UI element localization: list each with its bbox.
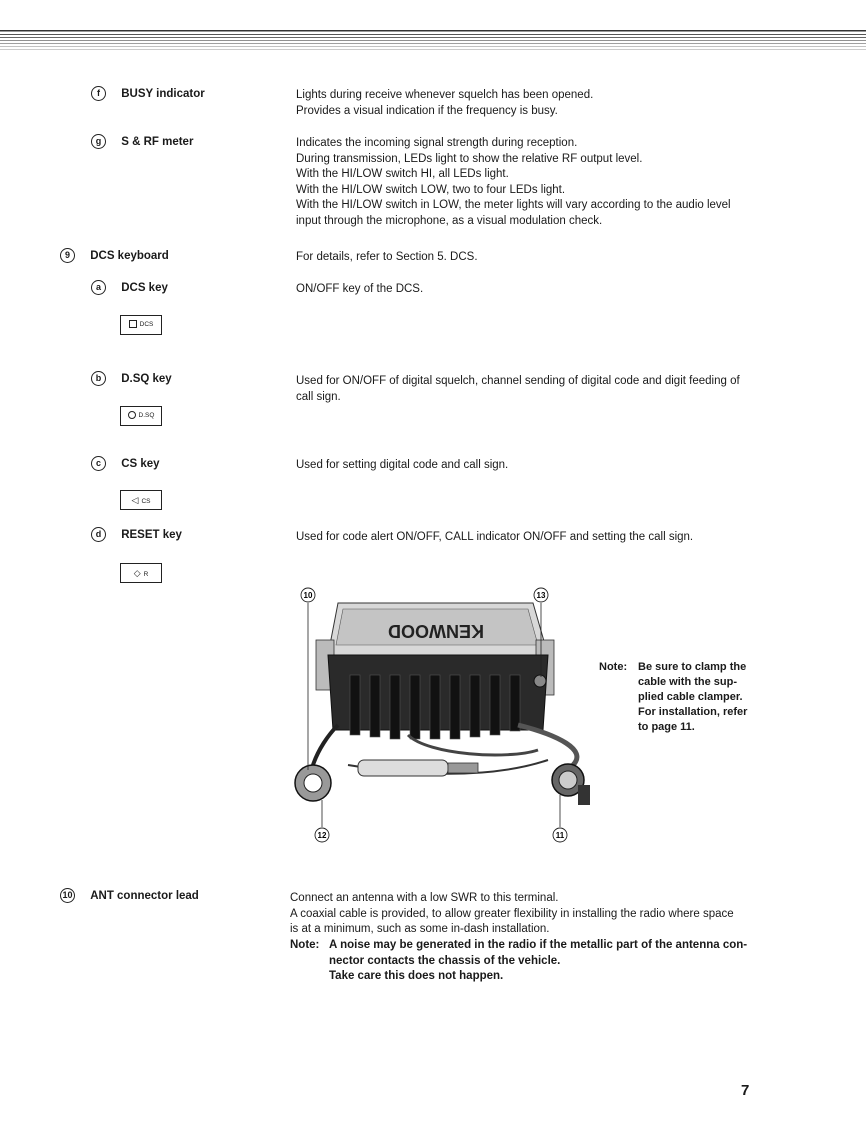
item-description: [290, 891, 734, 938]
item-label: S & RF meter: [121, 135, 194, 148]
note-label: Note:: [290, 939, 320, 951]
desc-line: call sign.: [296, 390, 341, 403]
marker-g: g: [91, 134, 106, 149]
desc-line: With the HI/LOW switch HI, all LEDs light.: [296, 168, 509, 180]
item-description: [296, 374, 740, 405]
note-line: nector contacts the chassis of the vehicle.: [329, 954, 561, 967]
marker-10: 10: [60, 888, 75, 903]
item-busy-indicator: [91, 86, 205, 101]
note-line: A noise may be generated in the radio if the metallic part of the antenna con-: [329, 939, 748, 951]
note-line: plied cable clamper.: [638, 691, 743, 703]
desc-line: is at a minimum, such as some in-dash installation.: [290, 923, 550, 935]
marker-b: b: [91, 371, 106, 386]
note-line: Take care this does not happen.: [329, 970, 504, 982]
item-description: [296, 136, 731, 229]
item-description: [296, 530, 693, 546]
dsq-key-icon: [120, 406, 162, 426]
item-description: [296, 88, 593, 119]
radio-figure: [288, 585, 618, 850]
figure-note-body: [638, 660, 747, 735]
desc-line: Indicates the incoming signal strength during reception.: [296, 137, 578, 149]
desc-line: Provides a visual indication if the frequency is busy.: [296, 104, 558, 117]
desc-line: Lights during receive whenever squelch has been opened.: [296, 89, 594, 101]
item-label: DCS key: [121, 281, 168, 294]
item-label: BUSY indicator: [121, 87, 205, 100]
item-reset-key: [91, 527, 182, 542]
header-rule: [0, 30, 866, 66]
item-label: RESET key: [121, 528, 182, 541]
marker-d: d: [91, 527, 106, 542]
note-label: Note:: [599, 661, 628, 673]
item-dcs-key: [91, 280, 168, 295]
callout-13: 13: [536, 591, 546, 600]
item-label: ANT connector lead: [90, 889, 199, 902]
item-dsq-key: [91, 371, 172, 386]
desc-line: Used for ON/OFF of digital squelch, channel sending of digital code and digit feeding of: [296, 375, 740, 387]
desc-line: Connect an antenna with a low SWR to this terminal.: [290, 892, 559, 904]
ant-note: [290, 938, 319, 954]
callout-10: 10: [303, 591, 313, 600]
item-s-rf-meter: [91, 134, 193, 149]
item-cs-key: [91, 456, 160, 471]
dcs-key-icon: [120, 315, 162, 335]
item-ant-connector-lead: [60, 888, 199, 903]
marker-a: a: [91, 280, 106, 295]
key-text: D.SQ: [138, 412, 155, 419]
desc-line: For details, refer to Section 5. DCS.: [296, 251, 478, 263]
item-description: [296, 282, 423, 298]
item-label: CS key: [121, 457, 160, 470]
item-label: D.SQ key: [121, 372, 172, 385]
item-description: [296, 250, 478, 266]
desc-line: ON/OFF key of the DCS.: [296, 283, 424, 295]
desc-line: A coaxial cable is provided, to allow greater flexibility in installing the radio where space: [290, 907, 734, 920]
note-line: cable with the sup-: [638, 676, 738, 688]
callout-11: 11: [555, 831, 565, 840]
marker-c: c: [91, 456, 106, 471]
reset-key-icon: ◇ R: [120, 563, 162, 583]
note-line: For installation, refer: [638, 706, 748, 718]
desc-line: With the HI/LOW switch LOW, two to four LEDs light.: [296, 183, 566, 196]
item-dcs-keyboard: [60, 248, 169, 263]
key-text: DCS: [139, 321, 154, 328]
page-number: 7: [741, 1082, 750, 1099]
note-line: Be sure to clamp the: [638, 661, 747, 673]
cs-key-icon: ◁ CS: [120, 490, 162, 510]
desc-line: Used for setting digital code and call sign.: [296, 459, 509, 471]
key-text: CS: [141, 498, 151, 505]
item-label: DCS keyboard: [90, 249, 169, 262]
desc-line: input through the microphone, as a visual modulation check.: [296, 214, 603, 227]
note-line: to page 11.: [638, 721, 695, 733]
ant-note-body: [329, 938, 747, 985]
callout-12: 12: [317, 831, 327, 840]
item-description: [296, 458, 508, 474]
desc-line: Used for code alert ON/OFF, CALL indicator ON/OFF and setting the call sign.: [296, 531, 694, 543]
desc-line: With the HI/LOW switch in LOW, the meter lights will vary according to the audio level: [296, 199, 731, 211]
brand-text: KENWOOD: [388, 621, 484, 641]
key-text: R: [143, 571, 149, 578]
marker-f: f: [91, 86, 106, 101]
desc-line: During transmission, LEDs light to show the relative RF output level.: [296, 152, 643, 165]
figure-note: [599, 660, 627, 675]
marker-9: 9: [60, 248, 75, 263]
